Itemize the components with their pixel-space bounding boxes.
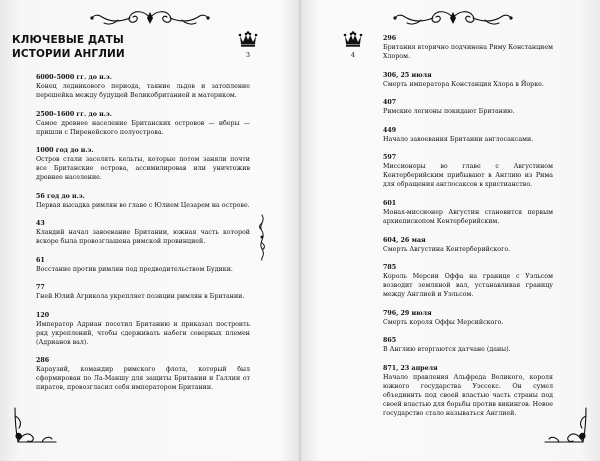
entry-date: 296: [383, 35, 397, 42]
entry-date: 306, 25 июля: [383, 71, 432, 79]
entry-text: Начало завоевания Британии англосаксами.: [383, 135, 534, 143]
page-number: 3: [245, 51, 251, 59]
entry-text: Караузий, командир римского флота, который был сформирован по Ла-Маншу для защиты Британии и Галлии от пиратов, провозгласил себя императором Британии.: [36, 366, 250, 391]
entry-text: Монах-миссионер Августин становится первым архиепископом Кентерберийским.: [383, 208, 553, 225]
timeline-entry: [36, 283, 250, 301]
entry-text: Самое древнее население Британских островов — иберы — пришли с Пиренейского полуострова.: [36, 119, 250, 136]
entry-date: 56 год до н.э.: [36, 192, 85, 200]
entry-text: Король Мерсии Оффа на границе с Уэльсом возводит земляной вал, устанавливая границу между Англией и Уэльсом.: [383, 273, 553, 299]
entry-text: Начало правления Альфреда Великого, короля южного государства Уэссекс. Он сумел объединить под своей властью часть страны под своей властью для борьбы против викингов. Новое государство стало называться Англией.: [383, 373, 554, 417]
entry-text: Первая высадка римлян во главе с Юлием Цезарем на острове.: [36, 201, 250, 209]
entry-date: 286: [36, 357, 50, 364]
entry-date: 871, 23 апреля: [383, 364, 438, 372]
entry-text: Восстание против римлян под предводительством Будики.: [36, 265, 233, 273]
timeline-entry: [36, 110, 250, 137]
entry-date: 604, 26 мая: [383, 236, 426, 244]
crown-icon: [343, 31, 363, 48]
entry-text: Император Адриан посетил Британию и приказал построить ряд укреплений, чтобы сдерживать набеги северных племен (Адрианов вал).: [36, 320, 250, 346]
timeline-entry: [383, 126, 553, 144]
entry-date: 120: [36, 311, 50, 319]
timeline-entries: [36, 73, 250, 402]
timeline-entry: [383, 236, 553, 254]
entry-date: 865: [383, 337, 397, 345]
entry-text: Миссионеры во главе с Августином Кентерберийским прибывают в Англию из Рима для обращения англосаксов в христианство.: [383, 163, 553, 189]
chapter-title-line-1: КЛЮЧЕВЫЕ ДАТЫ: [12, 34, 124, 46]
entry-text: Смерть короля Оффы Мерсийского.: [383, 318, 504, 326]
entry-text: Гней Юлий Агрикола укрепляет позиции римлян в Британии.: [36, 293, 245, 300]
entry-text: В Англию вторгаются датчане (даны).: [383, 346, 511, 354]
flourish-ornament-icon: [391, 8, 515, 28]
entry-date: 449: [383, 126, 397, 134]
entry-date: 6000–5000 гг. до н.э.: [36, 74, 112, 81]
entry-date: 43: [36, 220, 45, 227]
entry-date: 597: [383, 154, 397, 162]
corner-flourish-icon: [541, 404, 589, 446]
timeline-entry: [36, 356, 250, 392]
corner-flourish-icon: [12, 404, 60, 446]
entry-text: Конец ледникового периода, таяние льдов и затопление перешейка между будущей Великобританией и материком.: [36, 83, 250, 99]
entry-date: 796, 29 июля: [383, 309, 432, 317]
timeline-entry: [383, 309, 553, 327]
timeline-entry: [36, 146, 250, 182]
entry-date: 785: [383, 264, 397, 272]
timeline-entry: [36, 73, 250, 100]
timeline-entry: [36, 256, 250, 274]
entry-text: Римские легионы покидают Британию.: [383, 108, 515, 116]
entry-date: 407: [383, 99, 397, 107]
timeline-entry: [383, 34, 553, 61]
timeline-entry: [36, 192, 250, 210]
timeline-entries: [383, 34, 553, 428]
crown-icon: [238, 31, 258, 48]
entry-text: Смерть Августина Кентерберийского.: [383, 245, 511, 253]
entry-date: 1000 год до н.э.: [36, 147, 94, 154]
timeline-entry: [36, 311, 250, 347]
timeline-entry: [383, 98, 553, 116]
side-flourish-icon: [257, 213, 267, 261]
entry-date: 2500–1600 гг. до н.э.: [36, 110, 112, 118]
entry-text: Смерть императора Констанция Хлора в Йорке.: [383, 80, 544, 88]
timeline-entry: [383, 364, 553, 418]
timeline-entry: [383, 199, 553, 226]
entry-date: 77: [36, 284, 45, 291]
entry-text: Британия вторично подчинена Риму Констанцием Хлором.: [383, 44, 553, 60]
timeline-entry: [383, 153, 553, 189]
page-number: 4: [350, 51, 356, 59]
chapter-title: [12, 33, 192, 61]
timeline-entry: [383, 263, 553, 299]
entry-date: 61: [36, 256, 45, 264]
entry-text: Клавдий начал завоевание Британии, южная часть которой вскоре была провозглашена римской провинцией.: [36, 229, 250, 245]
timeline-entry: [383, 71, 553, 89]
right-page: [301, 0, 600, 461]
entry-date: 601: [383, 199, 397, 207]
entry-text: Остров стали заселять кельты, которые потом заняли почти все Британские острова, ассимилировав или уничтожив древнее население.: [36, 156, 250, 181]
left-page: [0, 0, 299, 461]
timeline-entry: [36, 219, 250, 246]
chapter-title-line-2: ИСТОРИИ АНГЛИИ: [12, 48, 125, 60]
flourish-ornament-icon: [88, 8, 212, 28]
timeline-entry: [383, 336, 553, 354]
